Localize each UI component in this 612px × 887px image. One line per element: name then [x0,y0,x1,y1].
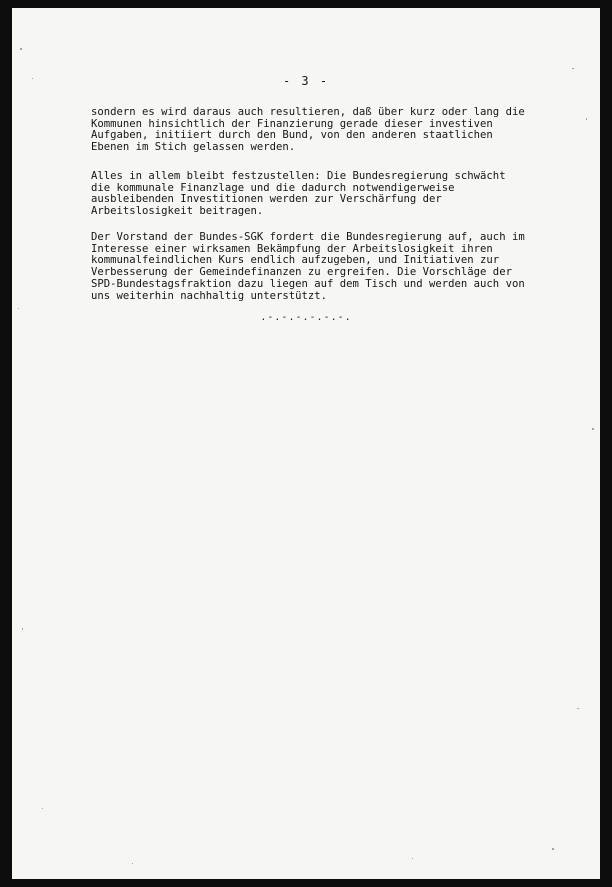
scan-speck [552,848,554,850]
paragraph-3: Der Vorstand der Bundes-SGK fordert die Bundesregierung auf, auch im Interesse einer wirksamen Bekämpfung der Arbeitslosigkeit ihren kommunalfeindlichen Kurs endlich aufzugeben, und Initiativen zur Verbesserung der Gemeindefinanzen zu ergreifen. Die Vorschläge der SPD-Bundestagsfraktion dazu liegen auf dem Tisch und werden auch von uns weiterhin nachhaltig unterstützt. [91,231,525,302]
scan-speck [32,78,33,79]
scan-speck [132,863,133,864]
scan-speck [18,308,19,309]
scan-speck [42,808,43,809]
document-page [12,8,600,879]
scan-speck [412,858,413,859]
paragraph-2: Alles in allem bleibt festzustellen: Die Bundesregierung schwächt die kommunale Finanzlage und die dadurch notwendigerweise ausbleibenden Investitionen werden zur Verschärfung der Arbeitslosigkeit beitragen. [91,170,506,218]
closing-mark: .-.-.-.-.-.-. [260,312,352,323]
scan-speck [572,68,574,69]
page-number: - 3 - [282,74,330,88]
scan-speck [586,118,587,120]
scan-speck [592,428,594,430]
scan-speck [22,628,23,630]
scan-speck [20,48,22,50]
paragraph-1: sondern es wird daraus auch resultieren, daß über kurz oder lang die Kommunen hinsichtlich der Finanzierung gerade dieser investiven Aufgaben, initiiert durch den Bund, von den anderen staatlichen Ebenen im Stich gelassen werden. [91,106,525,154]
scan-speck [577,708,579,709]
